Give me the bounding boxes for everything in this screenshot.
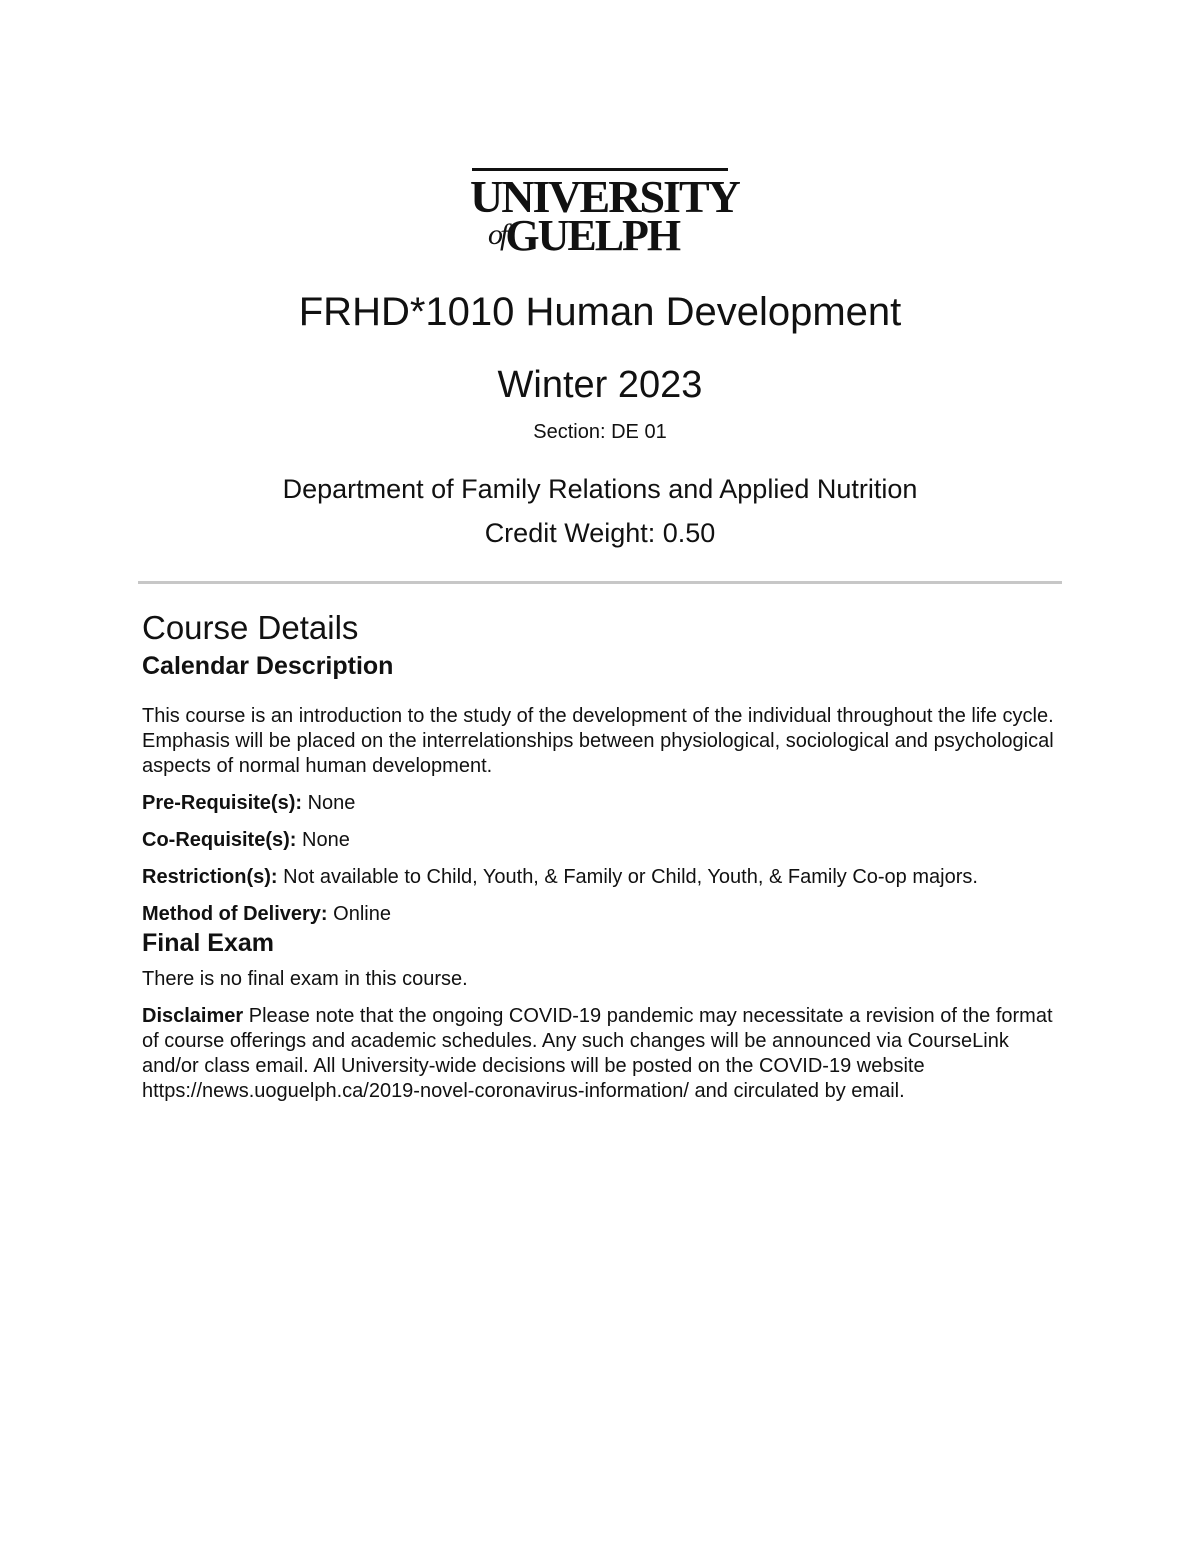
- course-title: FRHD*1010 Human Development: [298, 290, 902, 334]
- restrictions-value: Not available to Child, Youth, & Family or Child, Youth, & Family Co-op majors.: [277, 866, 978, 888]
- final-exam-heading: Final Exam: [142, 929, 274, 957]
- disclaimer-text: Please note that the ongoing COVID-19 pandemic may necessitate a revision of the format of course offerings and academic schedules. Any such changes will be announced via CourseLink and/or class email. All University-wide decisions will be posted on the COVID-19 website https://news.uoguelph.ca/2019-novel-coronavirus-information/ and circulated by email.: [142, 1005, 1053, 1102]
- calendar-description-heading: Calendar Description: [142, 652, 394, 680]
- logo-university-text: UNIVERSITY: [470, 171, 739, 222]
- restrictions-label: Restriction(s):: [142, 866, 278, 888]
- corequisites-value: None: [296, 829, 350, 851]
- course-details-title: Course Details: [142, 609, 359, 646]
- logo-guelph-line: [488, 210, 679, 261]
- method-of-delivery-label: Method of Delivery:: [142, 903, 328, 925]
- method-of-delivery-value: Online: [327, 903, 391, 925]
- final-exam-text: There is no final exam in this course.: [142, 968, 468, 990]
- corequisites: [142, 828, 1062, 853]
- disclaimer-label: Disclaimer: [142, 1005, 244, 1027]
- method-of-delivery: [142, 902, 1062, 927]
- credit-weight: Credit Weight: 0.50: [484, 518, 716, 548]
- prerequisites: [142, 791, 1062, 816]
- main-content: [142, 606, 1062, 1104]
- logo-guelph-text: GUELPH: [505, 211, 680, 260]
- restrictions: [142, 865, 1062, 890]
- calendar-description: This course is an introduction to the study of the development of the individual throughout the life cycle. Emphasis will be placed on the interrelationships between physiological, sociological and psychological aspects of normal human development.: [142, 705, 1054, 777]
- prerequisites-label: Pre-Requisite(s):: [142, 792, 303, 814]
- department: Department of Family Relations and Applied Nutrition: [282, 474, 918, 504]
- disclaimer: [142, 1004, 1062, 1104]
- prerequisites-value: None: [302, 792, 356, 814]
- corequisites-label: Co-Requisite(s):: [142, 829, 297, 851]
- term: Winter 2023: [497, 364, 703, 406]
- university-logo: [470, 168, 739, 260]
- section-number: Section: DE 01: [533, 421, 667, 443]
- divider: [138, 581, 1062, 584]
- logo-of-text: of: [488, 218, 506, 251]
